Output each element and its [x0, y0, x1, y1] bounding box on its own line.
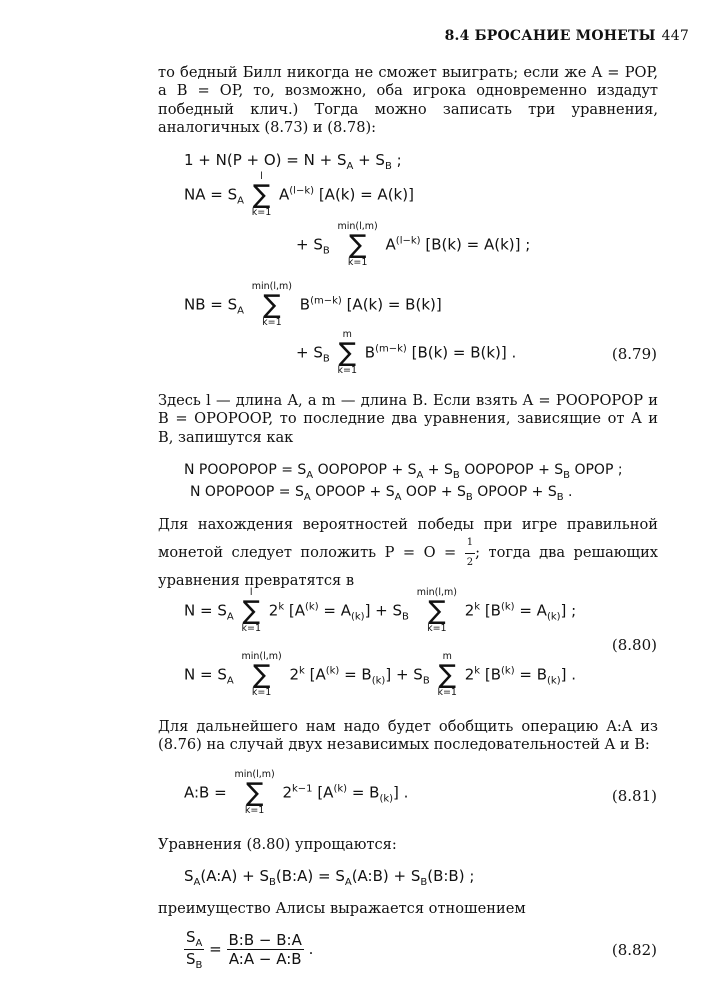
- equation-number-79: (8.79): [611, 345, 657, 363]
- sum-symbol: min(l,m) ∑ k=1: [337, 221, 378, 268]
- equation-4: NB = $S_A$ min(l,m) ∑ k=1 $B^{(m-k)}$ [A(k) = B(k)]: [184, 281, 442, 328]
- equation-1: $1 + N(P + O) = N + S_A + S_B$ ;: [184, 151, 402, 172]
- equation-5: + $S_B$ m ∑ k=1 $B^{(m-k)}$ [B(k) = B(k)] .: [296, 329, 517, 376]
- paragraph-5: Уравнения (8.80) упрощаются:: [158, 836, 397, 853]
- equation-number-81: (8.81): [611, 787, 657, 805]
- equation-6: N POOPOPOP = $S_A$ OOPOPOP + $S_A + S_B$ OOPOPOP + $S_B$ OPOP ;: [184, 462, 623, 481]
- equation-11: $S_A(A:A)$ + $S_B(B:A)$ = $S_A(A:B)$ + $S_B(B:B)$ ;: [184, 867, 475, 888]
- equation-3: + $S_B$ min(l,m) ∑ k=1 $A^{(l-k)}$ [B(k) = A(k)] ;: [296, 221, 531, 268]
- sum-symbol: m ∑ k=1: [437, 651, 457, 698]
- paragraph-3: Для нахождения вероятностей победы при игре правильной монетой следует положить P = O = $\frac{1}{2}$ ; тогда два решающих уравнения превратятся в: [158, 516, 659, 590]
- equation-8: $N = S_A$ l ∑ k=1 2$^k$ $[A^{(k)} = A_{(k)}] + S_B$ min(l,m) ∑ k=1 2$^k$ $[B^{(k)} = A_{(k)}]$ ;: [184, 587, 577, 634]
- running-header: [445, 28, 689, 44]
- sum-symbol: min(l,m) ∑ k=1: [234, 769, 275, 816]
- paragraph-1: то бедный Билл никогда не сможет выиграть; если же A = POP, a B = OP, то, возможно, оба игрока одновременно издадут победный клич.) Тогда можно записать три уравнения, аналогичных (8.73) и (8.78):: [158, 64, 658, 137]
- paragraph-2: Здесь l — длина A, a m — длина B. Если взять A = POOPOPOP и B = OPOPOOP, то последние два уравнения, зависящие от A и B, запишутся как: [158, 392, 658, 446]
- paragraph-4: Для дальнейшего нам надо будет обобщить операцию A:A из (8.76) на случай двух независимых последовательностей A и B:: [158, 718, 658, 754]
- sum-symbol: l ∑ k=1: [251, 171, 272, 218]
- page-number: 447: [661, 28, 689, 44]
- equation-7: N OPOPOOP = $S_A$ OPOOP + $S_A$ OOP + $S_B$ OPOOP + $S_B$ .: [190, 484, 573, 503]
- equation-10: A:B = min(l,m) ∑ k=1 $2^{k-1}$ $[A^{(k)} = B_{(k)}]$ .: [184, 769, 409, 816]
- equation-2: NA = $S_A$ l ∑ k=1 $A^{(l-k)}$ [A(k) = A(k)]: [184, 171, 414, 218]
- sum-symbol: min(l,m) ∑ k=1: [251, 281, 293, 328]
- sum-symbol: l ∑ k=1: [241, 587, 261, 634]
- section-title: 8.4 БРОСАНИЕ МОНЕТЫ: [444, 28, 656, 44]
- sum-symbol: min(l,m) ∑ k=1: [241, 651, 282, 698]
- paragraph-6: преимущество Алисы выражается отношением: [158, 900, 526, 917]
- sum-symbol: min(l,m) ∑ k=1: [416, 587, 457, 634]
- equation-number-82: (8.82): [611, 941, 657, 959]
- sum-symbol: m ∑ k=1: [337, 329, 358, 376]
- equation-12: $\frac{S_A}{S_B}$ = $\frac{B:B - B:A}{A:A - A:B}$ .: [186, 928, 314, 971]
- equation-9: $N = S_A$ min(l,m) ∑ k=1 2$^k$ $[A^{(k)} = B_{(k)}] + S_B$ m ∑ k=1 2$^k$ $[B^{(k)} = B_{(k)}]$ .: [184, 651, 576, 698]
- equation-number-80: (8.80): [611, 636, 657, 654]
